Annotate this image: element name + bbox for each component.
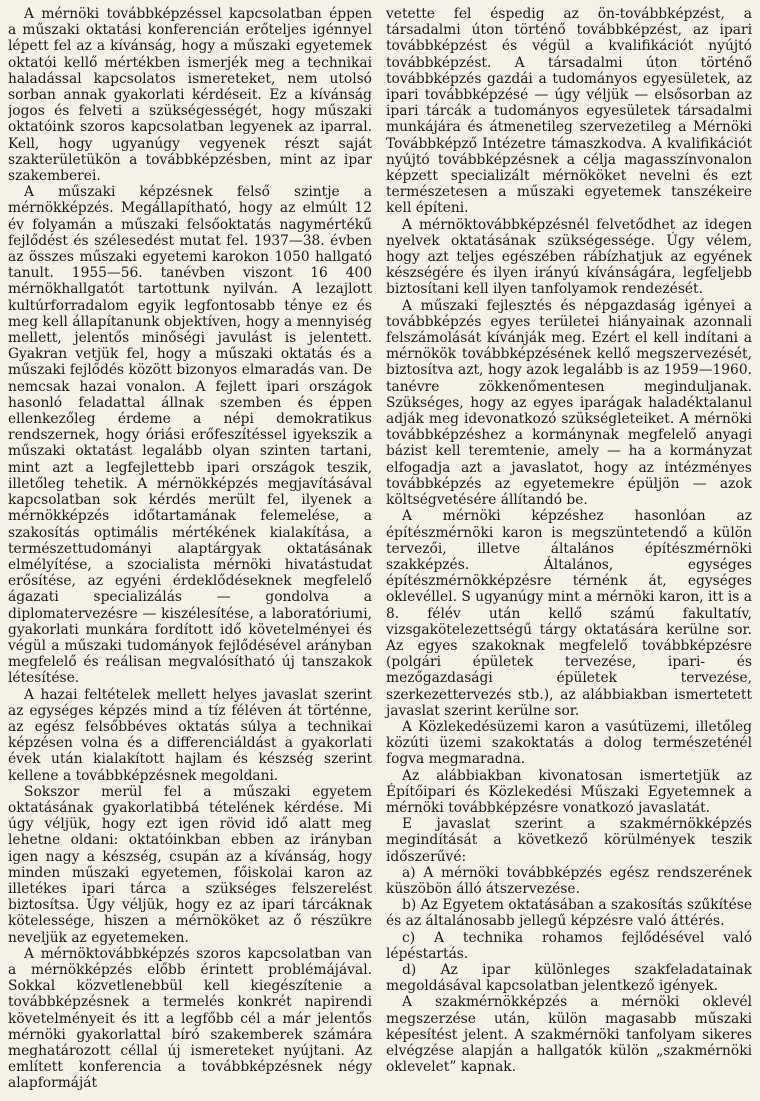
paragraph-foreign-languages: A mérnöktovábbképzésnél felvetődhet az idegen nyelvek oktatásának szükségessége. Úgy vélem, hogy azt teljes egészében rábízhatjuk az egyének készségére és ilyen irányú kívánságára, legfeljebb biztosítani kell ilyen tanfolyamok rendezését. [386,216,752,298]
paragraph-practical-education: Sokszor merül fel a műszaki egyetem oktatásának gyakorlatibbá tételének kérdése. Mi úgy véljük, hogy ezt igen rövid idő alatt meg lehetne oldani: oktatóinkban ebben az irányban igen nagy a készség, csupán az a kívánság, hogy minden műszaki egyetemen, főiskolai karon az illetékes ipari tárca a szükséges felszerelést biztosítsa. Úgy véljük, hogy ez az ipari tárcáknak kötelessége, hiszen a mérnököket az ő részükre neveljük az egyetemeken. [8,783,372,946]
paragraph-specialist-diploma: A szakmérnökképzés a mérnöki oklevél megszerzése után, külön magasabb műszaki képesítést jelent. A szakmérnöki tanfolyam sikeres elvégzése alapján a hallgatók külön „szakmérnöki oklevelet” kapnak. [386,994,752,1076]
paragraph-transport-faculty: A Közlekedésüzemi karon a vasútüzemi, illetőleg közúti üzemi szakoktatás a dolog természeténél fogva megmaradna. [386,718,752,768]
list-item-c: c) A technika rohamos fejlődésével való lépéstartás. [386,929,752,962]
paragraph-architecture-faculty: A mérnöki képzéshez hasonlóan az építészmérnöki karon is megszüntetendő a külön tervezői, illetve általános építészmérnöki szakképzés. Általános, egységes építészmérnökképzésre térnénk át, egységes oklevéllel. S ugyanúgy mint a mérnöki karon, itt is a 8. félév után kellő számú fakultatív, vizsgakötelezettségű tárgy oktatására kerülne sor. Az egyes szakoknak megfelelő továbbképzésre (polgári épületek tervezése, ipari- és mezőgazdasági épületek tervezése, szerkezettervezés stb.), az alábbiakban ismertetett javaslat szerint kerülne sor. [386,508,752,719]
paragraph-engineer-education: A műszaki képzésnek felső szintje a mérnökképzés. Megállapítható, hogy az elmúlt 12 év folyamán a műszaki felsőoktatás nagymértékű fejlődést és szélesedést mutat fel. 1937—38. évben az összes műszaki egyetemi karokon 1050 hallgató tanult. 1955—56. tanévben viszont 16 400 mérnökhallgatót tartottunk nyilván. A lezajlott kultúrforradalom egyik legfontosabb ténye ez és meg kell állapítanunk objektíven, hogy a mennyiség mellett, jelentős minőségi javulást is jelentett. Gyakran vetjük fel, hogy a műszaki oktatás és a műszaki fejlődés között bizonyos elmaradás van. De nemcsak hazai vonalon. A fejlett ipari országok hasonló feladattal állnak szemben és éppen ellenkezőleg érdeme a népi demokratikus rendszernek, hogy óriási erőfeszítéssel igyekszik a műszaki oktatást legalább olyan szinten tartani, mint azt a legfejlettebb ipari országok teszik, illetőleg tehetik. A mérnökképzés megjavításával kapcsolatban sok kérdés merült fel, ilyenek a mérnökképzés időtartamának felemelése, a szakosítás optimális mértékének kialakítása, a természettudományi alaptárgyak oktatásának elmélyítése, a szocialista mérnöki hivatástudat erősítése, az egyéni érdeklődéseknek megfelelő ágazati specializálás — gondolva a diplomatervezésre — kiszélesítése, a laboratóriumi, gyakorlati munkára fordított idő követelményei és végül a műszaki tudományok fejlődésével arányban megfelelő és reálisan megvalósítható új tanszakok létesítése. [8,184,372,687]
list-item-a: a) A mérnöki továbbképzés egész rendszerének küszöbön álló átszervezése. [386,864,752,897]
left-column [8,6,380,1101]
right-column [380,6,752,1101]
paragraph-continuing-education: A mérnöktovábbképzés szoros kapcsolatban van a mérnökképzés előbb érintett problémájával. Sokkal közvetlenebbül kell kiegészítenie a továbbképzésnek a termelés konkrét napirendi követelményeit és itt a legfőbb cél a már jelentős mérnöki gyakorlattal bíró szakemberek számára meghatározott céllal új ismereteket nyújtani. Az említett konferencia a továbbképzésnek négy alapformáját [8,945,372,1092]
list-item-b: b) Az Egyetem oktatásában a szakosítás szűkítése és az általánosabb jellegű képzésre való áttérés. [386,897,752,930]
paragraph-teacher-training: A mérnöki továbbképzéssel kapcsolatban éppen a műszaki oktatási konferencián erőteljes igénnyel lépett fel az a kívánság, hogy a műszaki egyetemek oktatói kellő mértékben ismerjék meg a technikai haladással kapcsolatos ismereteket, nem utolsó sorban annak gyakorlati kérdéseit. Ez a kívánság jogos és felveti a szükségességét, hogy műszaki oktatóink szoros kapcsolatban legyenek az iparral. Kell, hogy ugyanúgy vegyenek részt saját szakterületükön a továbbképzésben, mint az ipar szakemberei. [8,6,372,185]
paragraph-four-forms-continued: vetette fel éspedig az ön-továbbképzést, a társadalmi úton történő továbbképzést, az ipari továbbképzést és végül a kvalifikációt nyújtó továbbképzést. A társadalmi úton történő továbbképzés gazdái a tudományos egyesületek, az ipari továbbképzésé — úgy véljük — elsősorban az ipari tárcák a tudományos egyesületek társadalmi munkájára és átmenetileg szervezetileg a Mérnöki Továbbképző Intézetre támaszkodva. A kvalifikációt nyújtó továbbképzésnek a célja magasszínvonalon képzett specializált mérnököket nevelni és ezt természetesen a műszaki egyetemek tanszékeire kell építeni. [386,6,752,217]
list-item-d: d) Az ipar különleges szakfeladatainak megoldásával kapcsolatban jelentkező igények. [386,961,752,995]
paragraph-university-proposal: Az alábbiakban kivonatosan ismertetjük az Építőipari és Közlekedési Műszaki Egyetemnek a mérnöki továbbképzésre vonatkozó javaslatát. [386,767,752,816]
paragraph-proposal-intro: E javaslat szerint a szakmérnökképzés megindítását a következő körülmények teszik időszerűvé: [386,816,752,865]
paragraph-unified-training: A hazai feltételek mellett helyes javaslat szerint az egységes képzés mind a tíz féléven át történne, az egész felsőbbéves oktatás súlya a technikai képzésen volna és a differenciáldást a gyakorlati évek után kialakított hajlam és készség szerint kellene a továbbképzésnek megoldani. [8,686,372,784]
paragraph-development-needs: A műszaki fejlesztés és népgazdaság igényei a továbbképzés egyes területei hiányainak azonnali felszámolását kívánják meg. Ezért el kell indítani a mérnökök továbbképzésének kellő megszervezését, biztosítva azt, hogy azok legalább is az 1959—1960. tanévre zökkenőmentesen meginduljanak. Szükséges, hogy az egyes iparágak haladéktalanul adják meg idevonatkozó szükségleteiket. A mérnöki továbbképzéshez a kormánynak megfelelő anyagi bázist kell teremtenie, amely — ha a kormányzat elfogadja azt a javaslatot, hogy az intézményes továbbképzés az egyetemekre épüljön — azok költségvetésére állítandó be. [386,297,752,509]
